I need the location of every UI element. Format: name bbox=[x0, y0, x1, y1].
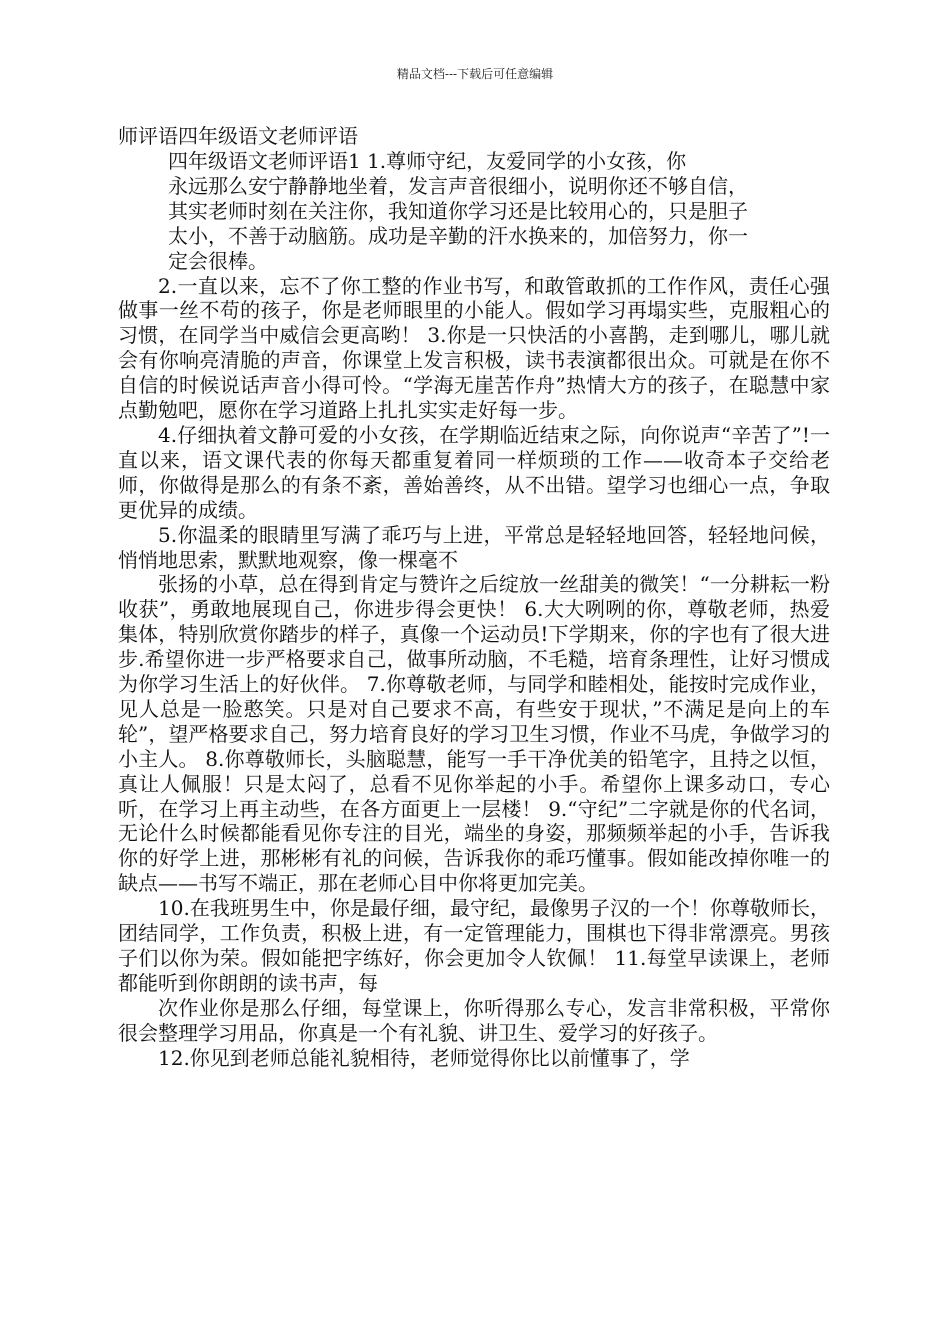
paragraph-line: 其实老师时刻在关注你，我知道你学习还是比较用心的，只是胆子 bbox=[168, 198, 748, 223]
page-header: 精品文档---下载后可任意编辑 bbox=[396, 67, 554, 81]
document-body bbox=[118, 124, 830, 1071]
paragraph-comment-5: 5.你温柔的眼睛里写满了乖巧与上进，平常总是轻轻地回答，轻轻地问候，悄悄地思索，默默地观察，像一棵毫不 bbox=[118, 522, 830, 572]
paragraph-comment-12: 12.你见到老师总能礼貌相待，老师觉得你比以前懂事了，学 bbox=[158, 1045, 690, 1070]
paragraph-comment-5-9: 张扬的小草，总在得到肯定与赞许之后绽放一丝甜美的微笑！“一分耕耘一粉收获”，勇敢地展现自己，你进步得会更快！ 6.大大咧咧的你，尊敬老师，热爱集体，特别欣赏你踏步的样子，真像一个运动员!下学期来，你的字也有了很大进步.希望你进一步严格要求自己，做事所动脑，不毛糙，培育条理性，让好习惯成为你学习生活上的好伙伴。 7.你尊敬老师，与同学和睦相处，能按时完成作业，见人总是一脸憨笑。只是对自己要求不高，有些安于现状，”不满足是向上的车轮”，望严格要求自己，努力培育良好的学习卫生习惯，作业不马虎，争做学习的小主人。 8.你尊敬师长，头脑聪慧，能写一手干净优美的铅笔字，且持之以恒，真让人佩服！只是太闷了，总看不见你举起的小手。希望你上课多动口，专心听，在学习上再主动些，在各方面更上一层楼！ 9.“守纪”二字就是你的代名词，无论什么时候都能看见你专注的目光，端坐的身姿，那频频举起的小手，告诉我你的好学上进，那彬彬有礼的问候，告诉我你的乖巧懂事。假如能改掉你唯一的缺点——书写不端正，那在老师心目中你将更加完美。 bbox=[118, 572, 830, 896]
paragraph-comment-10-11: 10.在我班男生中，你是最仔细，最守纪，最像男子汉的一个！你尊敬师长，团结同学，工作负责，积极上进，有一定管理能力，围棋也下得非常漂亮。男孩子们以你为荣。假如能把字练好，你会更加令人钦佩！ 11.每堂早读课上，老师都能听到你朗朗的读书声，每 bbox=[118, 896, 830, 995]
paragraph-line: 定会很棒。 bbox=[168, 248, 268, 273]
document-title: 师评语四年级语文老师评语 bbox=[118, 124, 358, 148]
paragraph-comment-1 bbox=[118, 149, 830, 274]
paragraph-line: 四年级语文老师评语1 1.尊师守纪，友爱同学的小女孩，你 bbox=[168, 149, 687, 173]
paragraph-comment-4: 4.仔细执着文静可爱的小女孩，在学期临近结束之际，向你说声“辛苦了”!一直以来，语文课代表的你每天都重复着同一样烦琐的工作——收奇本子交给老师，你做得是那么的有条不紊，善始善终，从不出错。望学习也细心一点，争取更优异的成绩。 bbox=[118, 422, 830, 522]
paragraph-comment-11-cont: 次作业你是那么仔细，每堂课上，你听得那么专心，发言非常积极，平常你很会整理学习用品，你真是一个有礼貌、讲卫生、爱学习的好孩子。 bbox=[118, 995, 830, 1045]
paragraph-line: 太小，不善于动脑筋。成功是辛勤的汗水换来的，加倍努力，你一 bbox=[168, 223, 748, 248]
paragraph-comment-2-3: 2.一直以来，忘不了你工整的作业书写，和敢管敢抓的工作作风，责任心强做事一丝不苟的孩子，你是老师眼里的小能人。假如学习再塌实些，克服粗心的习惯，在同学当中威信会更高哟！ 3.你是一只快活的小喜鹊，走到哪儿，哪儿就会有你响亮清脆的声音，你课堂上发言积极，读书表演都很出众。可就是在你不自信的时候说话声音小得可怜。“学海无崖苦作舟”热情大方的孩子，在聪慧中家点勤勉吧，愿你在学习道路上扎扎实实走好每一步。 bbox=[118, 273, 830, 423]
paragraph-line: 永远那么安宁静静地坐着，发言声音很细小，说明你还不够自信， bbox=[168, 173, 748, 198]
